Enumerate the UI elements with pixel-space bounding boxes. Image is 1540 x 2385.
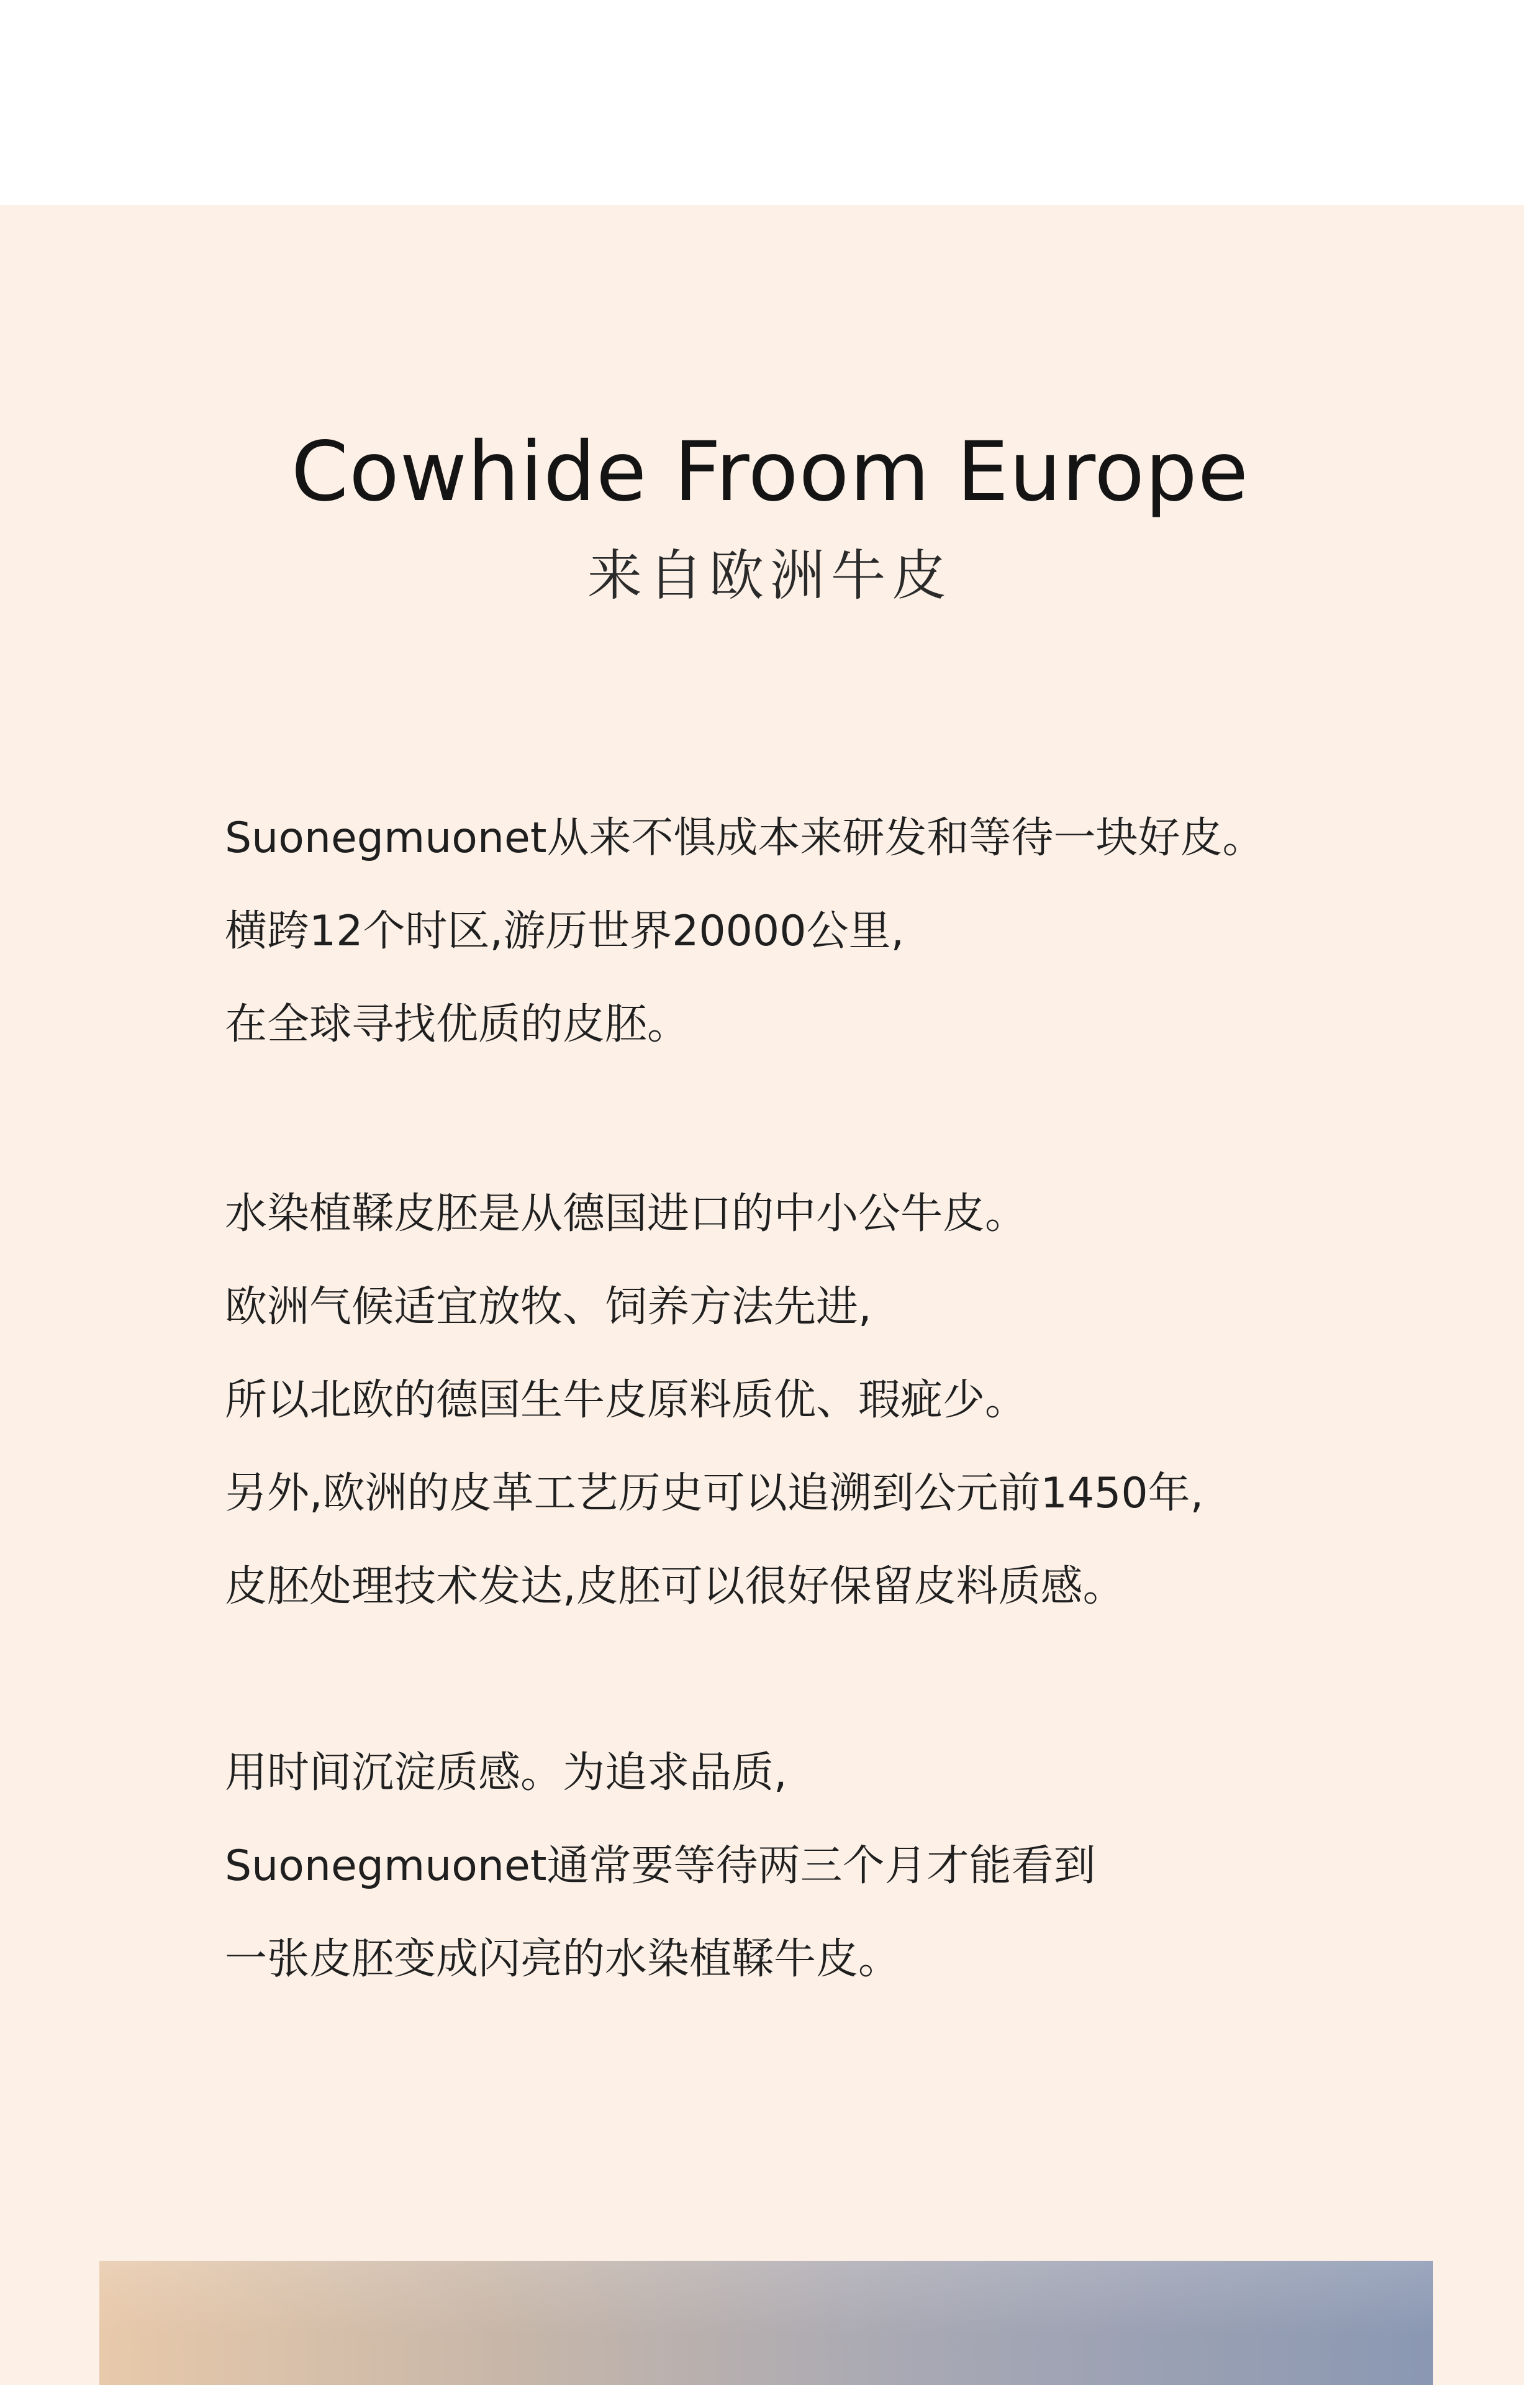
title-chinese: 来自欧洲牛皮 bbox=[587, 543, 953, 607]
paragraph-2-line-1: 水染植鞣皮胚是从德国进口的中小公牛皮。 bbox=[225, 1189, 1028, 1238]
landscape-photo bbox=[99, 2261, 1433, 2385]
paragraph-1-line-1: Suonegmuonet从来不惧成本来研发和等待一块好皮。 bbox=[225, 814, 1265, 863]
paragraph-2-line-3: 所以北欧的德国生牛皮原料质优、瑕疵少。 bbox=[225, 1376, 1028, 1425]
paragraph-2-line-2: 欧洲气候适宜放牧、饲养方法先进, bbox=[225, 1283, 872, 1332]
paragraph-2-line-4: 另外,欧洲的皮革工艺历史可以追溯到公元前1450年, bbox=[225, 1469, 1204, 1518]
paragraph-1-line-2: 横跨12个时区,游历世界20000公里, bbox=[225, 907, 905, 956]
paragraph-3-line-3: 一张皮胚变成闪亮的水染植鞣牛皮。 bbox=[225, 1935, 901, 1984]
paragraph-1-line-3: 在全球寻找优质的皮胚。 bbox=[225, 1000, 690, 1049]
paragraph-2-line-5: 皮胚处理技术发达,皮胚可以很好保留皮料质感。 bbox=[225, 1562, 1125, 1611]
paragraph-3-line-2: Suonegmuonet通常要等待两三个月才能看到 bbox=[225, 1842, 1096, 1891]
title-english: Cowhide Froom Europe bbox=[291, 424, 1249, 520]
paragraph-3-line-1: 用时间沉淀质感。为追求品质, bbox=[225, 1748, 787, 1797]
